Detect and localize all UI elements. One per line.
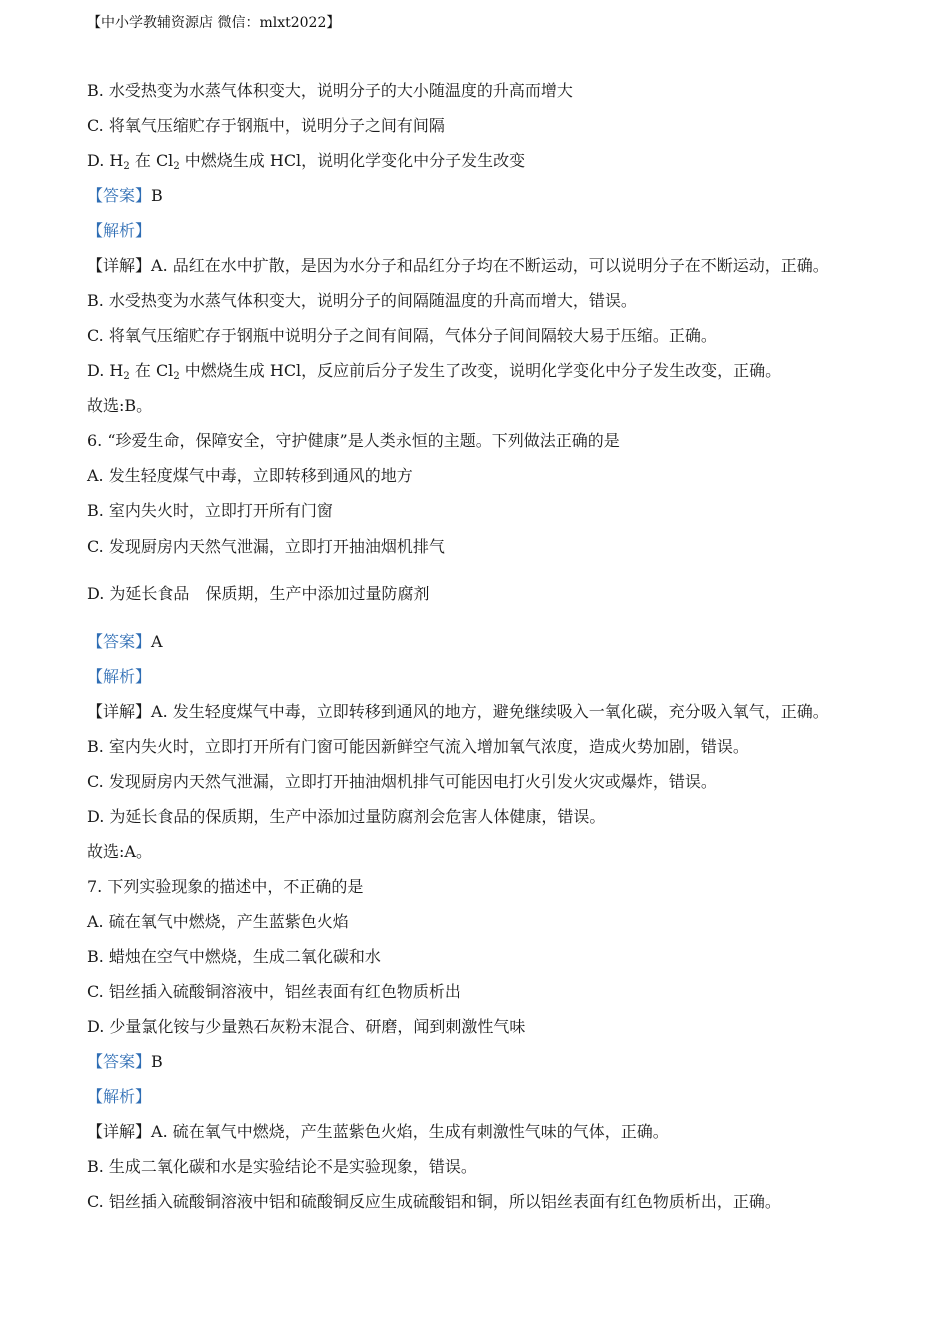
q6-option-d-part1: D. 为延长食品 — [87, 584, 190, 603]
q6-answer — [87, 631, 163, 653]
q5-detail-a-text: A. 品红在水中扩散，是因为水分子和品红分子均在不断运动，可以说明分子在不断运动，正确。 — [151, 256, 829, 275]
q5-option-d-part3: 中燃烧生成 HCl，说明化学变化中分子发生改变 — [179, 151, 526, 170]
q7-option-d: D. 少量氯化铵与少量熟石灰粉末混合、研磨，闻到刺激性气味 — [87, 1017, 526, 1036]
q6-option-c: C. 发现厨房内天然气泄漏，立即打开抽油烟机排气 — [87, 537, 445, 556]
answer-value: B — [151, 1052, 163, 1071]
q7-option-b: B. 蜡烛在空气中燃烧，生成二氧化碳和水 — [87, 947, 381, 966]
q5-answer — [87, 185, 163, 207]
q6-conclusion: 故选:A。 — [87, 842, 152, 861]
q5-option-b: B. 水受热变为水蒸气体积变大，说明分子的大小随温度的升高而增大 — [87, 81, 573, 100]
q5-option-d — [87, 150, 525, 175]
q6-detail-a — [87, 701, 829, 723]
q6-option-a: A. 发生轻度煤气中毒，立即转移到通风的地方 — [87, 466, 413, 485]
q5-option-d-sub1: 2 — [123, 161, 130, 172]
q7-detail-b: B. 生成二氧化碳和水是实验结论不是实验现象，错误。 — [87, 1157, 477, 1176]
q7-stem: 7. 下列实验现象的描述中，不正确的是 — [87, 877, 364, 896]
q5-conclusion: 故选:B。 — [87, 396, 153, 415]
q7-answer — [87, 1051, 163, 1073]
q7-detail-c: C. 铝丝插入硫酸铜溶液中铝和硫酸铜反应生成硫酸铝和铜，所以铝丝表面有红色物质析出，正确。 — [87, 1192, 781, 1211]
answer-label: 【答案】 — [87, 186, 152, 205]
q5-detail-c: C. 将氧气压缩贮存于钢瓶中说明分子之间有间隔，气体分子间间隔较大易于压缩。正确。 — [87, 326, 717, 345]
q5-option-d-sub2: 2 — [173, 161, 180, 172]
page-header: 【中小学教辅资源店 微信：mlxt2022】 — [87, 15, 341, 31]
detail-label: 【详解】 — [87, 702, 152, 721]
q5-detail-d-part1: D. H — [87, 361, 124, 380]
q7-option-c: C. 铝丝插入硫酸铜溶液中，铝丝表面有红色物质析出 — [87, 982, 461, 1001]
q5-detail-d — [87, 360, 781, 385]
q5-analysis-label: 【解析】 — [87, 221, 152, 240]
q5-option-c: C. 将氧气压缩贮存于钢瓶中，说明分子之间有间隔 — [87, 116, 445, 135]
q6-option-b: B. 室内失火时，立即打开所有门窗 — [87, 501, 333, 520]
q5-detail-d-sub1: 2 — [123, 371, 130, 382]
q5-detail-a — [87, 255, 829, 277]
q6-detail-b: B. 室内失火时，立即打开所有门窗可能因新鲜空气流入增加氧气浓度，造成火势加剧，错误。 — [87, 737, 749, 756]
q6-detail-c: C. 发现厨房内天然气泄漏，立即打开抽油烟机排气可能因电打火引发火灾或爆炸，错误。 — [87, 772, 717, 791]
answer-label: 【答案】 — [87, 632, 152, 651]
q7-detail-a-text: A. 硫在氧气中燃烧，产生蓝紫色火焰，生成有刺激性气味的气体，正确。 — [151, 1122, 669, 1141]
q7-analysis-label: 【解析】 — [87, 1087, 152, 1106]
q5-detail-b: B. 水受热变为水蒸气体积变大，说明分子的间隔随温度的升高而增大，错误。 — [87, 291, 637, 310]
q6-detail-a-text: A. 发生轻度煤气中毒，立即转移到通风的地方，避免继续吸入一氧化碳，充分吸入氧气，正确。 — [151, 702, 829, 721]
q5-option-d-part1: D. H — [87, 151, 124, 170]
q7-option-a: A. 硫在氧气中燃烧，产生蓝紫色火焰 — [87, 912, 349, 931]
q5-detail-d-part3: 中燃烧生成 HCl，反应前后分子发生了改变，说明化学变化中分子发生改变，正确。 — [179, 361, 782, 380]
detail-label: 【详解】 — [87, 1122, 152, 1141]
q5-option-d-part2: 在 Cl — [129, 151, 174, 170]
q6-stem: 6. “珍爱生命，保障安全，守护健康”是人类永恒的主题。下列做法正确的是 — [87, 431, 620, 450]
q6-option-d-part2: 保质期，生产中添加过量防腐剂 — [205, 584, 430, 603]
q5-detail-d-part2: 在 Cl — [129, 361, 174, 380]
q5-detail-d-sub2: 2 — [173, 371, 180, 382]
q6-detail-d: D. 为延长食品的保质期，生产中添加过量防腐剂会危害人体健康，错误。 — [87, 807, 606, 826]
q6-option-d — [87, 583, 429, 605]
answer-value: A — [151, 632, 163, 651]
answer-value: B — [151, 186, 163, 205]
answer-label: 【答案】 — [87, 1052, 152, 1071]
detail-label: 【详解】 — [87, 256, 152, 275]
q6-analysis-label: 【解析】 — [87, 667, 152, 686]
q7-detail-a — [87, 1121, 669, 1143]
